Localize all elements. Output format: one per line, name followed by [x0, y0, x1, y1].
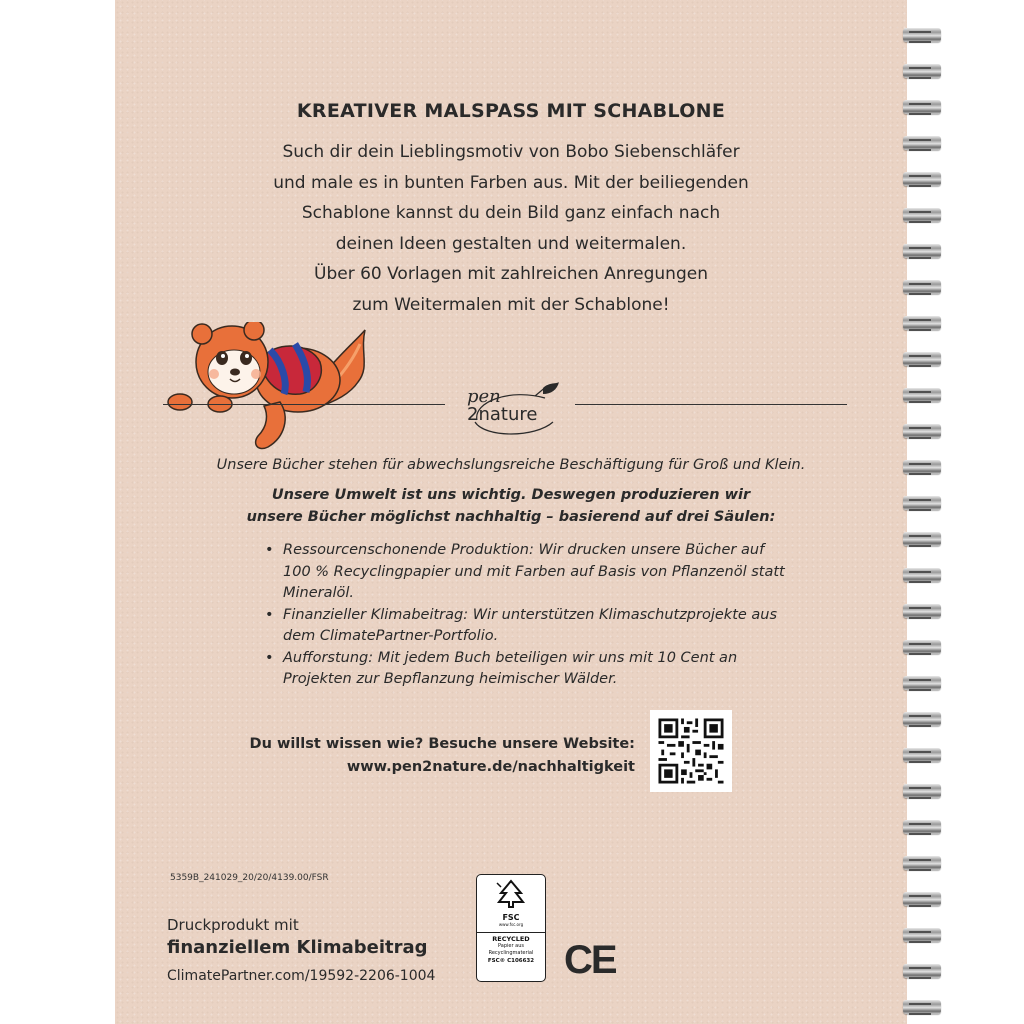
environment-line: Unsere Umwelt ist uns wichtig. Deswegen produzieren wir	[271, 487, 751, 503]
logo-word-top: pen	[467, 386, 501, 407]
list-item: • Finanzieller Klimabeitrag: Wir unterstützen Klimaschutzprojekte aus dem ClimatePartner-Portfolio.	[265, 605, 785, 648]
climate-url: ClimatePartner.com/19592-2206-1004	[167, 968, 436, 984]
intro-text	[115, 137, 907, 259]
website-info	[235, 733, 635, 779]
print-code: 5359B_241029_20/20/4139.00/FSR	[170, 873, 329, 883]
pillars-list	[265, 540, 785, 691]
fsc-recycled: RECYCLED	[477, 932, 545, 943]
climate-line-1: Druckprodukt mit	[167, 916, 299, 934]
tagline: Unsere Bücher stehen für abwechslungsreiche Beschäftigung für Groß und Klein.	[216, 457, 806, 473]
templates-line: zum Weitermalen mit der Schablone!	[352, 294, 670, 315]
logo-word-bottom: 2nature	[467, 404, 538, 425]
list-item: • Ressourcenschonende Produktion: Wir drucken unsere Bücher auf 100 % Recyclingpapier und mit Farben auf Basis von Pflanzenöl statt Mineralöl.	[265, 540, 785, 605]
book-back-cover	[115, 0, 907, 1024]
climate-line-2: finanziellem Klimabeitrag	[167, 937, 428, 958]
fsc-label	[476, 874, 546, 982]
leaf-icon	[535, 382, 559, 396]
ce-mark-icon: CE	[564, 938, 616, 982]
intro-line: Schablone kannst du dein Bild ganz einfach nach	[301, 203, 721, 223]
website-url[interactable]: www.pen2nature.de/nachhaltigkeit	[346, 759, 635, 775]
intro-line: und male es in bunten Farben aus. Mit der beiliegenden	[273, 172, 749, 193]
intro-line: Such dir dein Lieblingsmotiv von Bobo Siebenschläfer	[282, 142, 740, 162]
pen2nature-logo	[455, 380, 585, 440]
divider-right	[575, 404, 847, 405]
spiral-binding	[907, 0, 1024, 1024]
fsc-paper-line: Recyclingmaterial	[488, 949, 534, 956]
divider-left	[163, 404, 445, 405]
templates-text	[115, 259, 907, 320]
qr-code-icon[interactable]	[650, 710, 732, 792]
fsc-web: www.fsc.org	[498, 922, 524, 927]
website-question: Du willst wissen wie? Besuche unsere Website:	[249, 736, 635, 752]
intro-line: deinen Ideen gestalten und weitermalen.	[335, 233, 687, 254]
dormouse-mascot-icon	[160, 322, 375, 454]
list-item: • Aufforstung: Mit jedem Buch beteiligen wir uns mit 10 Cent an Projekten zur Bepflanzung heimischer Wälder.	[265, 648, 785, 691]
templates-line: Über 60 Vorlagen mit zahlreichen Anregungen	[314, 264, 708, 284]
fsc-name: FSC	[502, 913, 520, 922]
page-title: KREATIVER MALSPASS MIT SCHABLONE	[296, 100, 726, 122]
environment-statement	[115, 484, 907, 528]
fsc-code: FSC® C106632	[487, 958, 535, 964]
fsc-tree-logo-icon	[493, 879, 529, 909]
environment-line: unsere Bücher möglichst nachhaltig – basierend auf drei Säulen:	[246, 509, 776, 525]
fsc-paper-line: Papier aus	[498, 943, 524, 949]
